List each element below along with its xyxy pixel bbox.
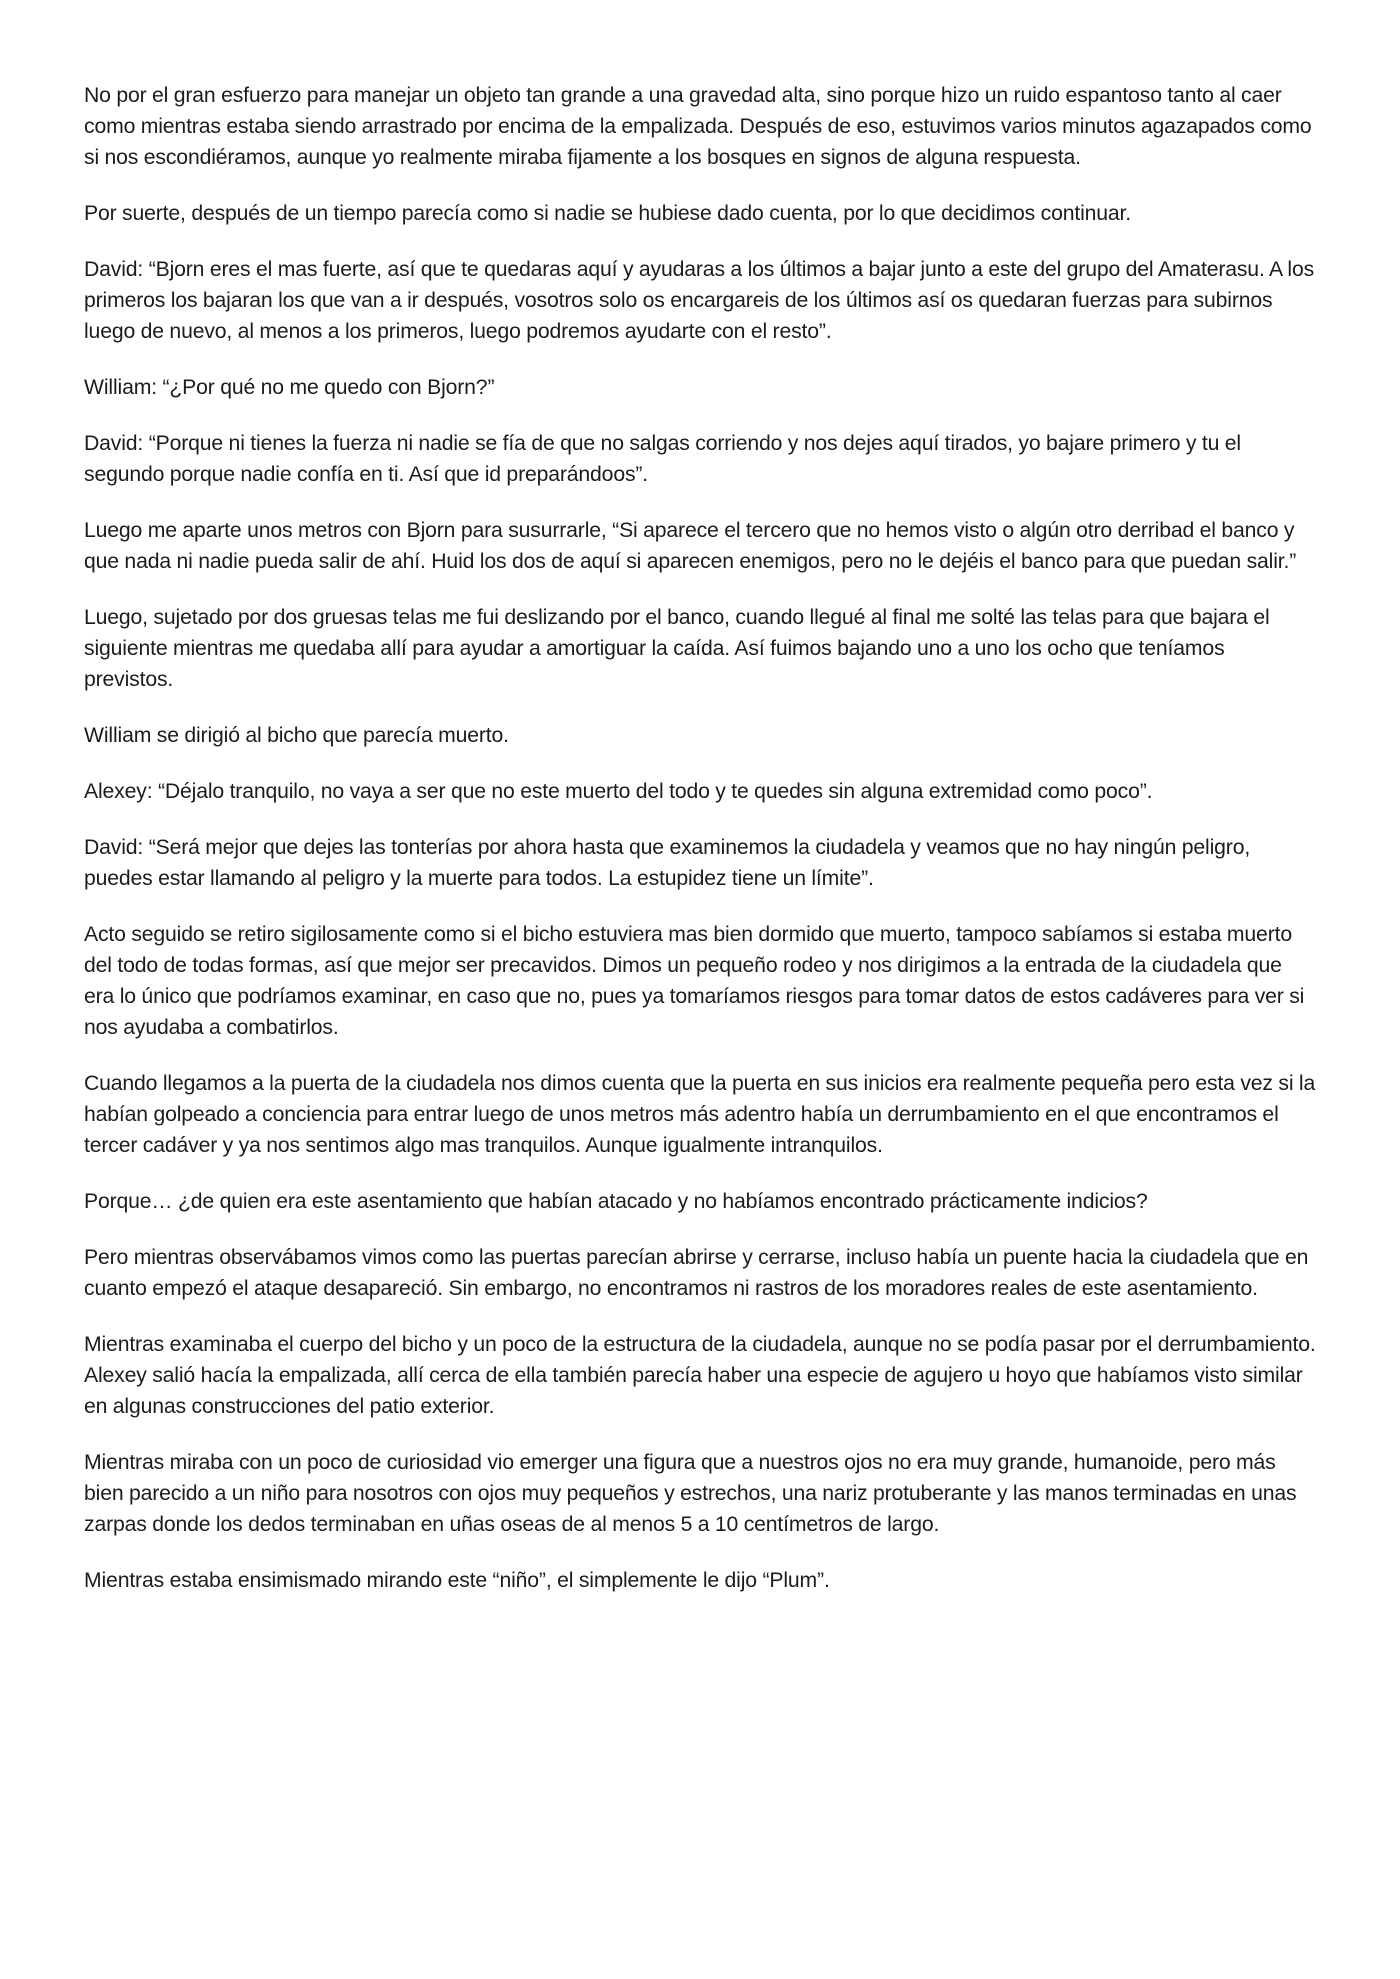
- paragraph-14: Pero mientras observábamos vimos como las puertas parecían abrirse y cerrarse, incluso había un puente hacia la ciudadela que en cuanto empezó el ataque desapareció. Sin embargo, no encontramos ni rastros de los moradores reales de este asentamiento.: [84, 1246, 1309, 1300]
- paragraph-16: Mientras miraba con un poco de curiosidad vio emerger una figura que a nuestros ojos no era muy grande, humanoide, pero más bien parecido a un niño para nosotros con ojos muy pequeños y estrechos, una nariz protuberante y las manos terminadas en unas zarpas donde los dedos terminaban en uñas oseas de al menos 5 a 10 centímetros de largo.: [84, 1451, 1297, 1536]
- paragraph-7: Luego, sujetado por dos gruesas telas me fui deslizando por el banco, cuando llegué al final me solté las telas para que bajara el siguiente mientras me quedaba allí para ayudar a amortiguar la caída. Así fuimos bajando uno a uno los ocho que teníamos previstos.: [84, 606, 1270, 691]
- paragraph-3: David: “Bjorn eres el mas fuerte, así que te quedaras aquí y ayudaras a los últimos a bajar junto a este del grupo del Amaterasu. A los primeros los bajaran los que van a ir después, vosotros solo os encargareis de los últimos así os quedaran fuerzas para subirnos luego de nuevo, al menos a los primeros, luego podremos ayudarte con el resto”.: [84, 258, 1315, 343]
- paragraph-17: Mientras estaba ensimismado mirando este “niño”, el simplemente le dijo “Plum”.: [84, 1569, 830, 1592]
- paragraph-5: David: “Porque ni tienes la fuerza ni nadie se fía de que no salgas corriendo y nos dejes aquí tirados, yo bajare primero y tu el segundo porque nadie confía en ti. Así que id preparándoos”.: [84, 432, 1241, 486]
- paragraph-10: David: “Será mejor que dejes las tonterías por ahora hasta que examinemos la ciudadela y veamos que no hay ningún peligro, puedes estar llamando al peligro y la muerte para todos. La estupidez tiene un límite”.: [84, 836, 1251, 890]
- paragraph-9: Alexey: “Déjalo tranquilo, no vaya a ser que no este muerto del todo y te quedes sin alguna extremidad como poco”.: [84, 780, 1153, 803]
- paragraph-6: Luego me aparte unos metros con Bjorn para susurrarle, “Si aparece el tercero que no hemos visto o algún otro derribad el banco y que nada ni nadie pueda salir de ahí. Huid los dos de aquí si aparecen enemigos, pero no le dejéis el banco para que puedan salir.”: [84, 519, 1297, 573]
- paragraph-13: Porque… ¿de quien era este asentamiento que habían atacado y no habíamos encontrado prácticamente indicios?: [84, 1190, 1148, 1213]
- paragraph-15: Mientras examinaba el cuerpo del bicho y un poco de la estructura de la ciudadela, aunque no se podía pasar por el derrumbamiento. Alexey salió hacía la empalizada, allí cerca de ella también parecía haber una especie de agujero u hoyo que habíamos visto similar en algunas construcciones del patio exterior.: [84, 1333, 1316, 1418]
- paragraph-11: Acto seguido se retiro sigilosamente como si el bicho estuviera mas bien dormido que muerto, tampoco sabíamos si estaba muerto del todo de todas formas, así que mejor ser precavidos. Dimos un pequeño rodeo y nos dirigimos a la entrada de la ciudadela que era lo único que podríamos examinar, en caso que no, pues ya tomaríamos riesgos para tomar datos de estos cadáveres para ver si nos ayudaba a combatirlos.: [84, 923, 1305, 1039]
- paragraph-4: William: “¿Por qué no me quedo con Bjorn?”: [84, 376, 495, 399]
- paragraph-12: Cuando llegamos a la puerta de la ciudadela nos dimos cuenta que la puerta en sus inicios era realmente pequeña pero esta vez si la habían golpeado a conciencia para entrar luego de unos metros más adentro había un derrumbamiento en el que encontramos el tercer cadáver y ya nos sentimos algo mas tranquilos. Aunque igualmente intranquilos.: [84, 1072, 1316, 1157]
- paragraph-2: Por suerte, después de un tiempo parecía como si nadie se hubiese dado cuenta, por lo que decidimos continuar.: [84, 202, 1132, 225]
- paragraph-1: No por el gran esfuerzo para manejar un objeto tan grande a una gravedad alta, sino porque hizo un ruido espantoso tanto al caer como mientras estaba siendo arrastrado por encima de la empalizada. Después de eso, estuvimos varios minutos agazapados como si nos escondiéramos, aunque yo realmente miraba fijamente a los bosques en signos de alguna respuesta.: [84, 84, 1312, 169]
- paragraph-8: William se dirigió al bicho que parecía muerto.: [84, 724, 509, 747]
